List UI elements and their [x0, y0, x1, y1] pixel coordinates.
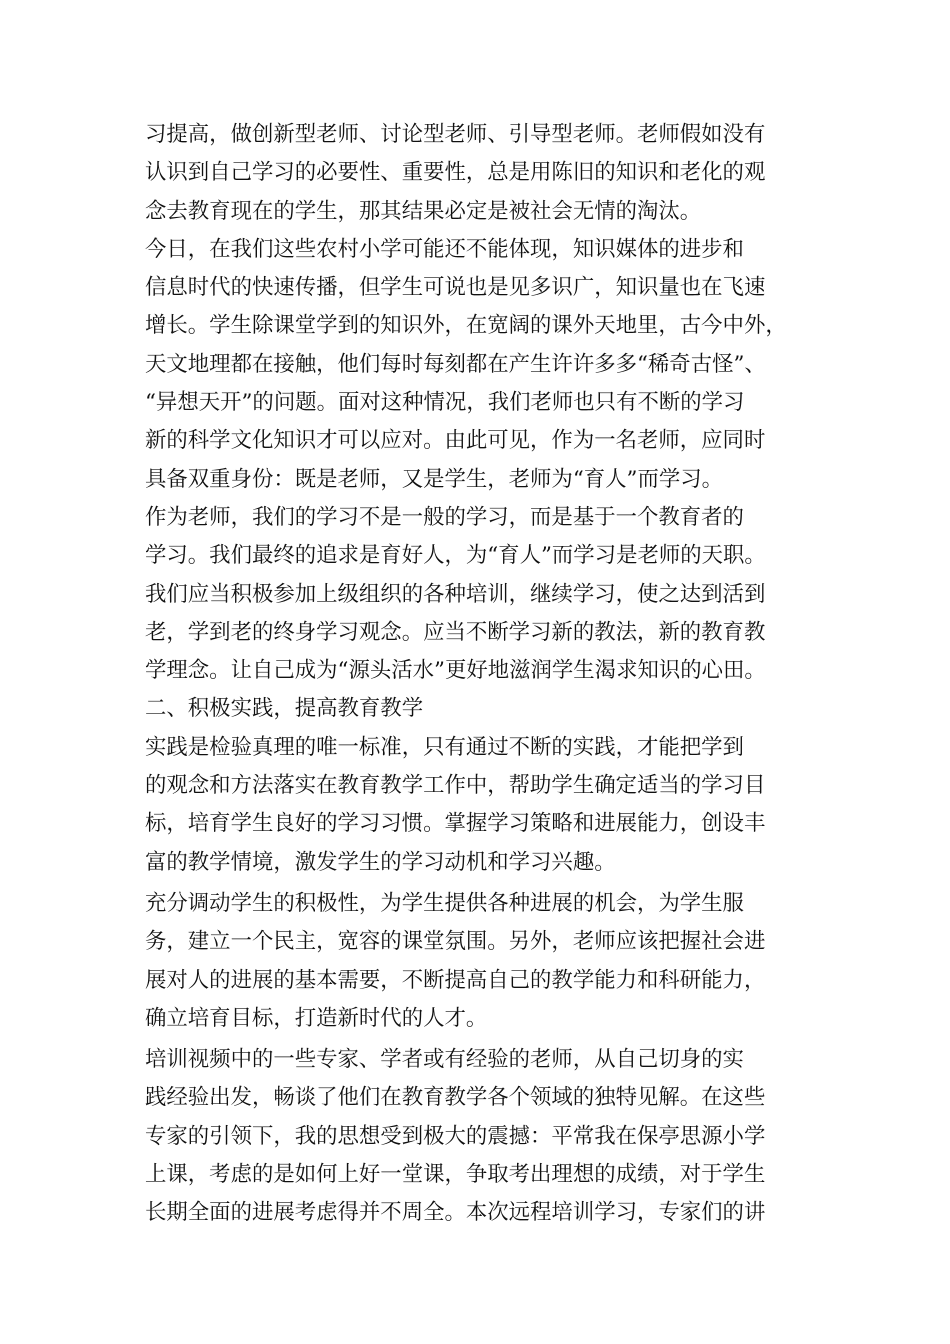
- text-line: 作为老师，我们的学习不是一般的学习，而是基于一个教育者的: [145, 504, 744, 530]
- text-line: 上课，考虑的是如何上好一堂课，争取考出理想的成绩，对于学生: [145, 1162, 766, 1188]
- text-line: 学习。我们最终的追求是育好人，为“育人”而学习是老师的天职。: [145, 543, 766, 569]
- text-line: 的观念和方法落实在教育教学工作中，帮助学生确定适当的学习目: [145, 773, 766, 799]
- body-text: [145, 116, 815, 1233]
- section-heading: 二、积极实践，提高教育教学: [145, 696, 424, 722]
- text-line: 长期全面的进展考虑得并不周全。本次远程培训学习，专家们的讲: [145, 1200, 766, 1226]
- text-line: “异想天开”的问题。面对这种情况，我们老师也只有不断的学习: [145, 390, 745, 416]
- text-line: 学理念。让自己成为“源头活水”更好地滋润学生渴求知识的心田。: [145, 658, 766, 684]
- text-line: 确立培育目标，打造新时代的人才。: [145, 1005, 488, 1031]
- text-line: 增长。学生除课堂学到的知识外，在宽阔的课外天地里，古今中外，: [145, 313, 787, 339]
- text-line: 新的科学文化知识才可以应对。由此可见，作为一名老师，应同时: [145, 428, 766, 454]
- text-line: 标，培育学生良好的学习习惯。掌握学习策略和进展能力，创设丰: [145, 811, 766, 837]
- text-line: 具备双重身份：既是老师，又是学生，老师为“育人”而学习。: [145, 466, 724, 492]
- text-line: 培训视频中的一些专家、学者或有经验的老师，从自己切身的实: [145, 1047, 744, 1073]
- text-line: 富的教学情境，激发学生的学习动机和学习兴趣。: [145, 849, 616, 875]
- text-line: 天文地理都在接触，他们每时每刻都在产生许许多多“稀奇古怪”、: [145, 351, 766, 377]
- text-line: 专家的引领下，我的思想受到极大的震撼：平常我在保亭思源小学: [145, 1123, 766, 1149]
- text-line: 充分调动学生的积极性，为学生提供各种进展的机会，为学生服: [145, 890, 744, 916]
- text-line: 老，学到老的终身学习观念。应当不断学习新的教法，新的教育教: [145, 619, 766, 645]
- text-line: 践经验出发，畅谈了他们在教育教学各个领域的独特见解。在这些: [145, 1085, 766, 1111]
- text-line: 实践是检验真理的唯一标准，只有通过不断的实践，才能把学到: [145, 734, 744, 760]
- text-line: 展对人的进展的基本需要，不断提高自己的教学能力和科研能力，: [145, 967, 766, 993]
- text-line: 我们应当积极参加上级组织的各种培训，继续学习，使之达到活到: [145, 581, 766, 607]
- text-line: 念去教育现在的学生，那其结果必定是被社会无情的淘汰。: [145, 198, 702, 224]
- text-line: 务，建立一个民主，宽容的课堂氛围。另外，老师应该把握社会进: [145, 929, 766, 955]
- text-line: 今日，在我们这些农村小学可能还不能体现，知识媒体的进步和: [145, 236, 744, 262]
- text-line: 信息时代的快速传播，但学生可说也是见多识广，知识量也在飞速: [145, 275, 766, 301]
- text-line: 习提高，做创新型老师、讨论型老师、引导型老师。老师假如没有: [145, 122, 766, 147]
- text-line: 认识到自己学习的必要性、重要性，总是用陈旧的知识和老化的观: [145, 160, 766, 186]
